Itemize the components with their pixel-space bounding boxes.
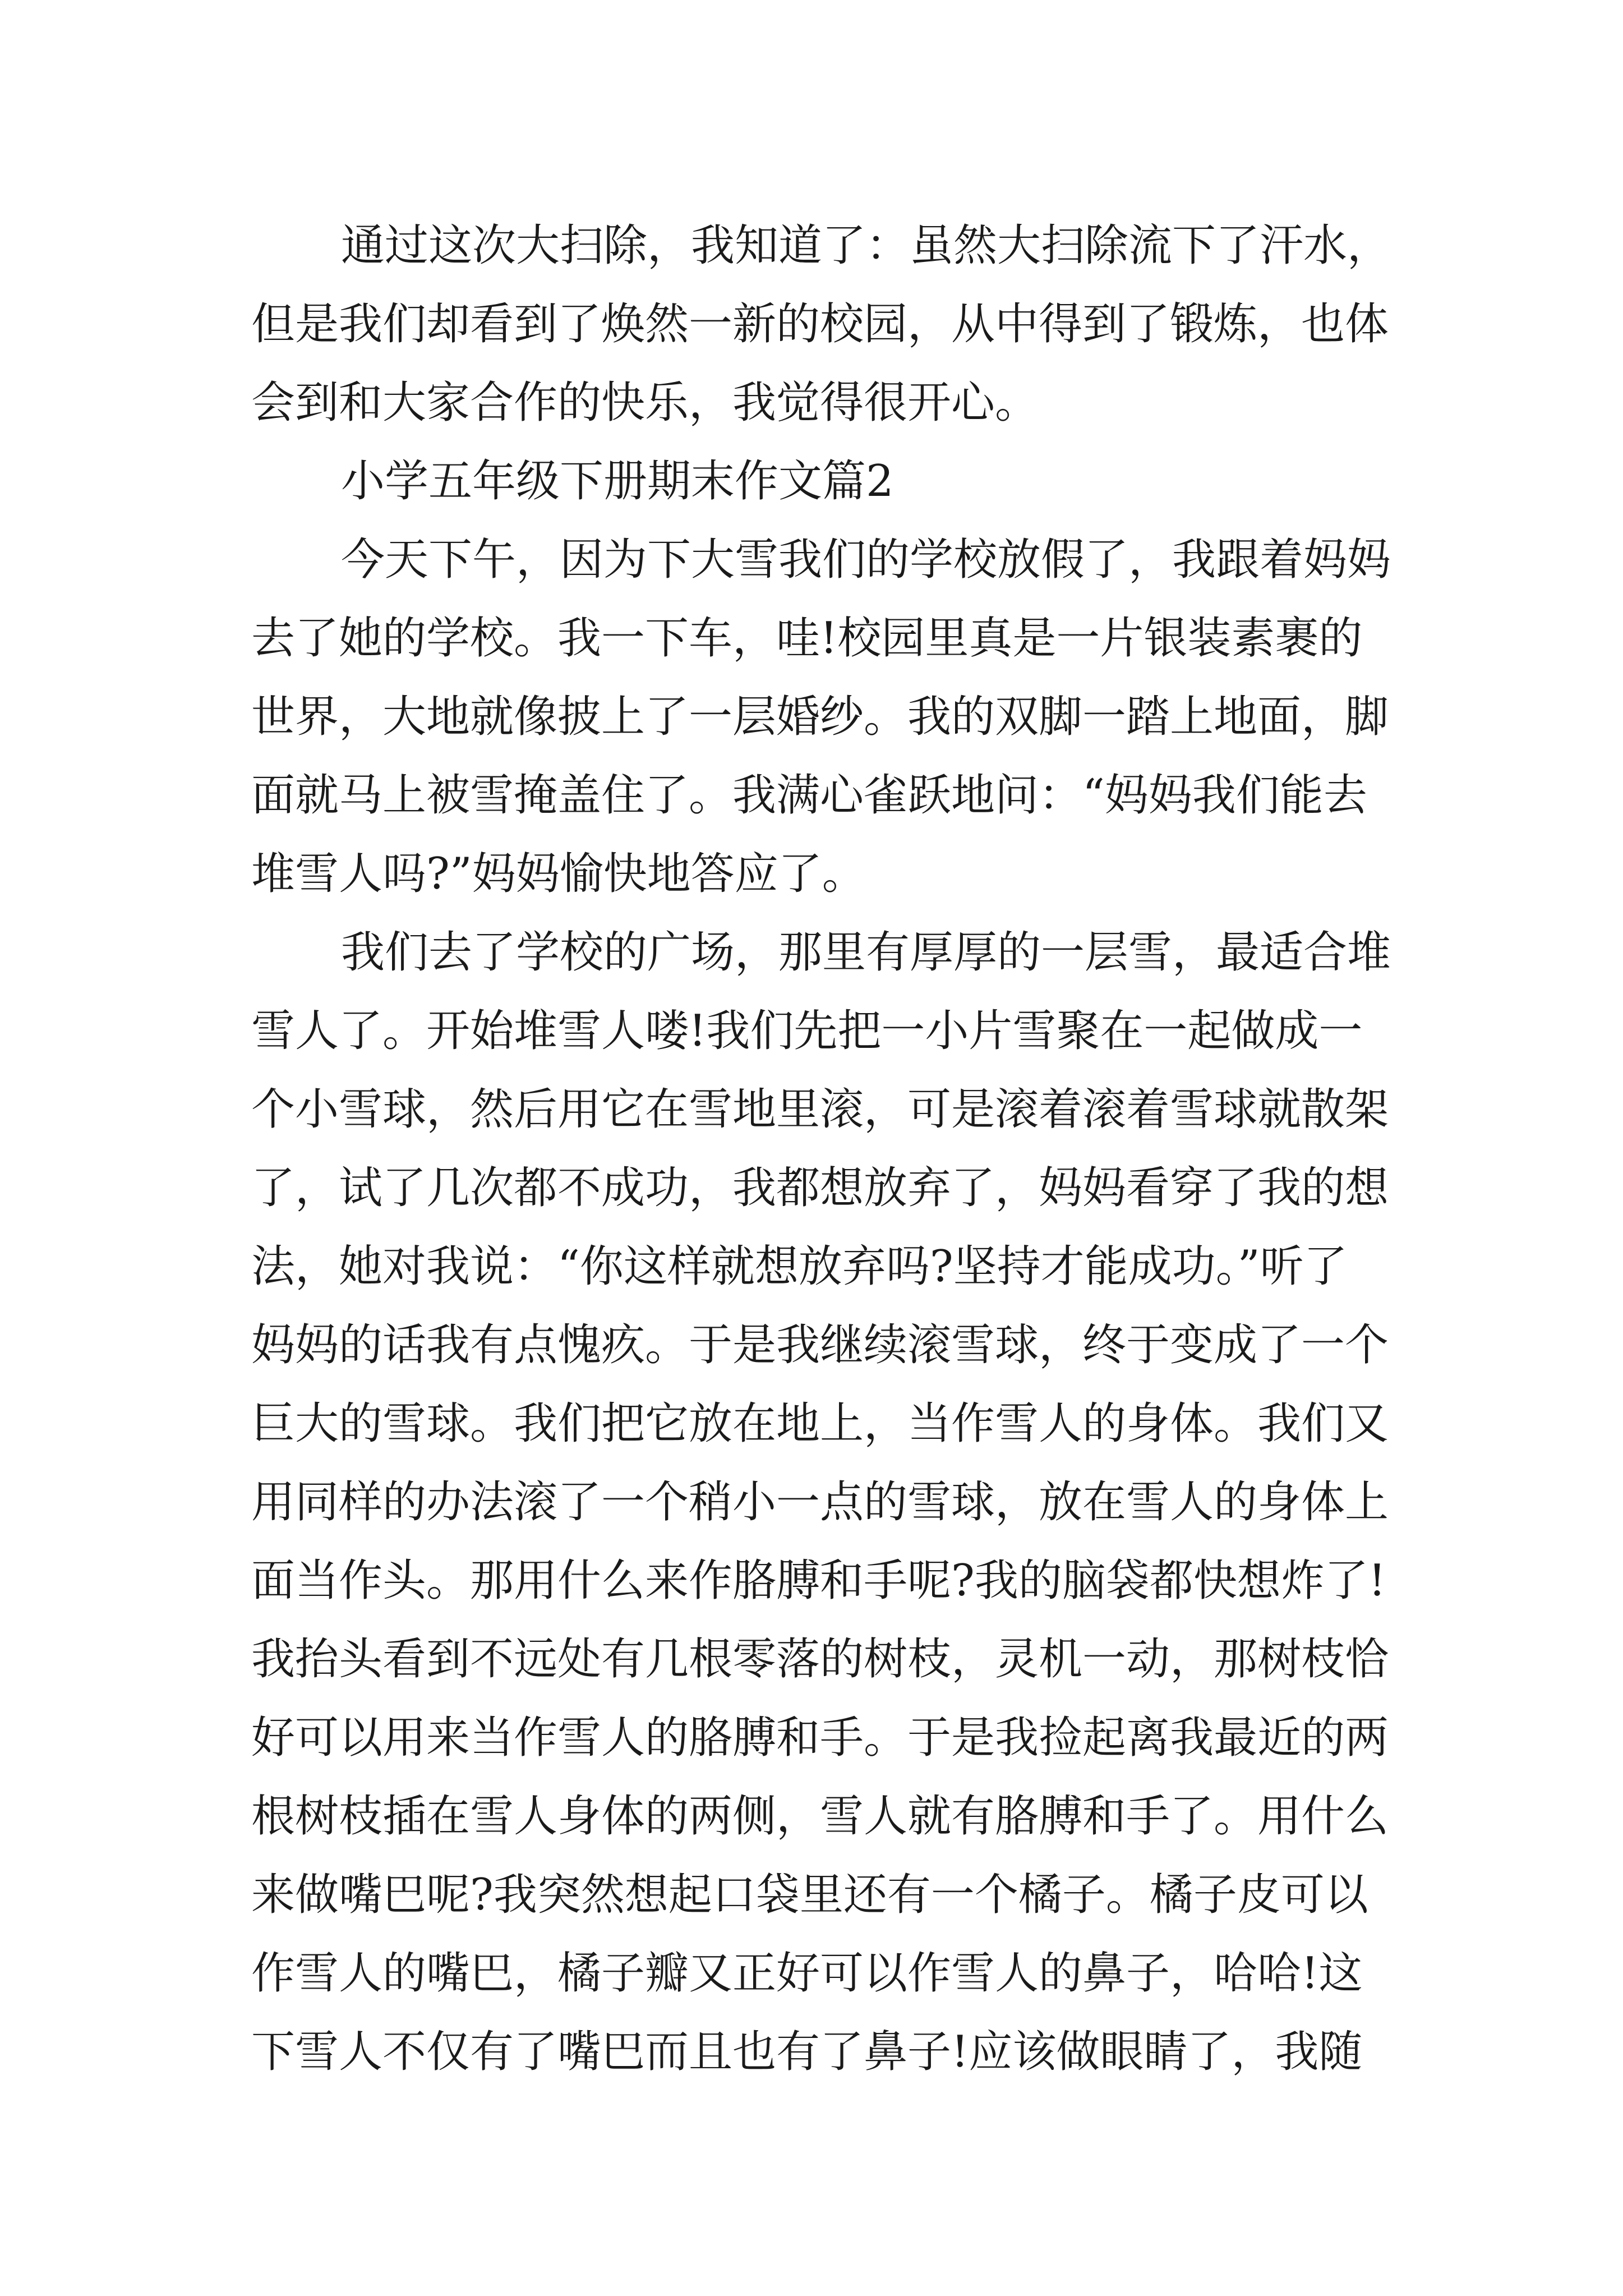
section-heading: 小学五年级下册期末作文篇2 xyxy=(341,456,894,507)
text-line: 今天下午，因为下大雪我们的学校放假了，我跟着妈妈 xyxy=(341,535,1391,585)
text-line: 作雪人的嘴巴，橘子瓣又正好可以作雪人的鼻子，哈哈!这 xyxy=(251,1948,1363,1999)
text-line: 个小雪球，然后用它在雪地里滚，可是滚着滚着雪球就散架 xyxy=(251,1084,1389,1135)
text-line: 用同样的办法滚了一个稍小一点的雪球，放在雪人的身体上 xyxy=(251,1477,1389,1527)
text-line: 去了她的学校。我一下车，哇!校园里真是一片银装素裹的 xyxy=(251,613,1363,664)
text-line: 法，她对我说：“你这样就想放弃吗?坚持才能成功。”听了 xyxy=(251,1241,1348,1292)
text-line: 我抬头看到不远处有几根零落的树枝，灵机一动，那树枝恰 xyxy=(251,1634,1389,1685)
text-line: 通过这次大扫除，我知道了：虽然大扫除流下了汗水， xyxy=(341,220,1391,271)
text-line: 妈妈的话我有点愧疚。于是我继续滚雪球，终于变成了一个 xyxy=(251,1320,1389,1370)
text-line: 但是我们却看到了焕然一新的校园，从中得到了锻炼，也体 xyxy=(251,299,1389,349)
text-line: 会到和大家合作的快乐，我觉得很开心。 xyxy=(251,378,1039,428)
text-line: 堆雪人吗?”妈妈愉快地答应了。 xyxy=(251,849,866,899)
text-line: 好可以用来当作雪人的胳膊和手。于是我捡起离我最近的两 xyxy=(251,1713,1389,1763)
text-line: 面就马上被雪掩盖住了。我满心雀跃地问：“妈妈我们能去 xyxy=(251,770,1367,821)
text-line: 面当作头。那用什么来作胳膊和手呢?我的脑袋都快想炸了! xyxy=(251,1556,1386,1606)
text-line: 巨大的雪球。我们把它放在地上，当作雪人的身体。我们又 xyxy=(251,1398,1389,1449)
text-line: 根树枝插在雪人身体的两侧，雪人就有胳膊和手了。用什么 xyxy=(251,1791,1389,1842)
text-line: 来做嘴巴呢?我突然想起口袋里还有一个橘子。橘子皮可以 xyxy=(251,1870,1368,1920)
text-line: 了，试了几次都不成功，我都想放弃了，妈妈看穿了我的想 xyxy=(251,1163,1389,1213)
text-line: 下雪人不仅有了嘴巴而且也有了鼻子!应该做眼睛了，我随 xyxy=(251,2027,1363,2077)
text-line: 我们去了学校的广场，那里有厚厚的一层雪，最适合堆 xyxy=(341,927,1391,978)
text-line: 雪人了。开始堆雪人喽!我们先把一小片雪聚在一起做成一 xyxy=(251,1006,1363,1056)
text-line: 世界，大地就像披上了一层婚纱。我的双脚一踏上地面，脚 xyxy=(251,692,1389,742)
